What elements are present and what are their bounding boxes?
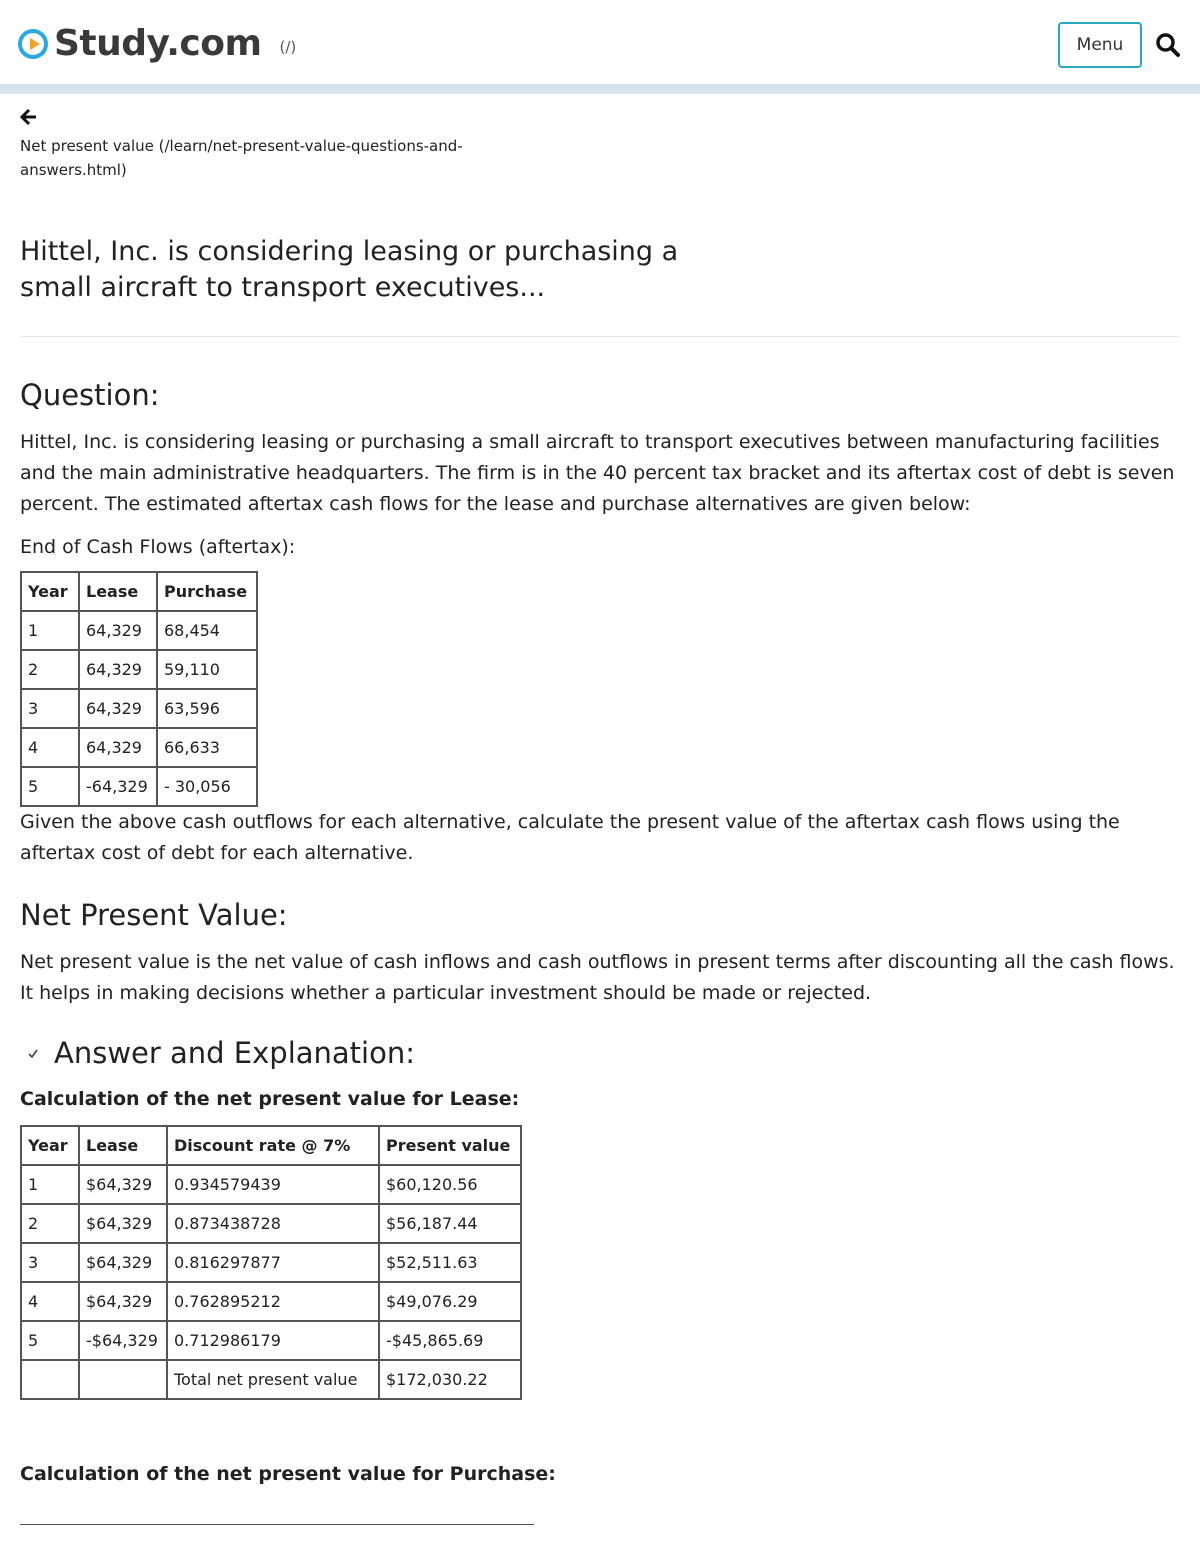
site-header xyxy=(0,0,1200,86)
table-cell xyxy=(79,1360,167,1399)
table-cell: $49,076.29 xyxy=(379,1282,521,1321)
table-cell: Total net present value xyxy=(167,1360,379,1399)
table-cell: 3 xyxy=(21,689,79,728)
table-cell: $172,030.22 xyxy=(379,1360,521,1399)
cash-flow-caption: End of Cash Flows (aftertax): xyxy=(20,536,296,558)
table-cell: 1 xyxy=(21,1165,79,1204)
table-cell: 4 xyxy=(21,728,79,767)
table-row xyxy=(21,611,257,650)
header-cell: Present value xyxy=(379,1126,521,1165)
table-row xyxy=(21,767,257,806)
table-cell: 68,454 xyxy=(157,611,257,650)
table-cell: 0.816297877 xyxy=(167,1243,379,1282)
table-cell: 2 xyxy=(21,650,79,689)
table-cell: -$64,329 xyxy=(79,1321,167,1360)
table-row xyxy=(21,1321,521,1360)
question-text: Hittel, Inc. is considering leasing or purchasing a small aircraft to transport executives between manufacturing facilities and the main administrative headquarters. The firm is in the 40 percent tax bracket and its aftertax cost of debt is seven percent. The estimated aftertax cash flows for the lease and purchase alternatives are given below: xyxy=(20,431,1175,515)
table-top-border xyxy=(20,1524,534,1525)
table-cell: $64,329 xyxy=(79,1243,167,1282)
table-cell: $56,187.44 xyxy=(379,1204,521,1243)
table-total-row xyxy=(21,1360,521,1399)
table-cell: 64,329 xyxy=(79,689,157,728)
table-header-row xyxy=(21,1126,521,1165)
table-row xyxy=(21,689,257,728)
table-cell: - 30,056 xyxy=(157,767,257,806)
table-cell: 64,329 xyxy=(79,611,157,650)
logo-link[interactable] xyxy=(18,22,296,66)
header-cell: Purchase xyxy=(157,572,257,611)
table-row xyxy=(21,1204,521,1243)
npv-heading: Net Present Value: xyxy=(20,898,288,932)
table-cell: $64,329 xyxy=(79,1282,167,1321)
header-cell: Year xyxy=(21,1126,79,1165)
table-cell: 5 xyxy=(21,767,79,806)
table-cell: 0.712986179 xyxy=(167,1321,379,1360)
table-cell xyxy=(21,1360,79,1399)
answer-heading: Answer and Explanation: xyxy=(54,1036,415,1070)
play-logo-icon xyxy=(18,29,48,59)
table-cell: 0.873438728 xyxy=(167,1204,379,1243)
cash-flow-table xyxy=(20,571,258,807)
table-cell: $60,120.56 xyxy=(379,1165,521,1204)
table-cell: 0.762895212 xyxy=(167,1282,379,1321)
logo-href-text: (/) xyxy=(279,38,297,56)
search-icon[interactable] xyxy=(1155,32,1181,58)
npv-text: Net present value is the net value of cash inflows and cash outflows in present terms after discounting all the cash flows. It helps in making decisions whether a particular investment should be made or rejected. xyxy=(20,951,1175,1004)
question-instruction: Given the above cash outflows for each alternative, calculate the present value of the aftertax cash flows using the aftertax cost of debt for each alternative. xyxy=(20,811,1120,864)
title-divider xyxy=(20,336,1180,337)
table-row xyxy=(21,1282,521,1321)
page-title: Hittel, Inc. is considering leasing or purchasing a small aircraft to transport executives... xyxy=(20,236,679,303)
header-cell: Lease xyxy=(79,572,157,611)
table-row xyxy=(21,1243,521,1282)
question-heading: Question: xyxy=(20,378,160,412)
back-arrow-icon[interactable] xyxy=(20,108,38,126)
header-cell: Discount rate @ 7% xyxy=(167,1126,379,1165)
table-cell: 64,329 xyxy=(79,650,157,689)
table-cell: 4 xyxy=(21,1282,79,1321)
table-cell: 3 xyxy=(21,1243,79,1282)
table-cell: $64,329 xyxy=(79,1165,167,1204)
table-cell: 2 xyxy=(21,1204,79,1243)
header-divider xyxy=(0,84,1200,94)
header-cell: Lease xyxy=(79,1126,167,1165)
menu-button[interactable]: Menu xyxy=(1058,22,1142,68)
answer-heading-row[interactable] xyxy=(20,1035,1180,1071)
logo-text: Study.com xyxy=(54,23,262,64)
table-cell: 1 xyxy=(21,611,79,650)
table-cell: 0.934579439 xyxy=(167,1165,379,1204)
checkmark-icon xyxy=(26,1046,40,1060)
table-row xyxy=(21,728,257,767)
table-cell: -$45,865.69 xyxy=(379,1321,521,1360)
lease-npv-table xyxy=(20,1125,522,1400)
table-cell: 64,329 xyxy=(79,728,157,767)
table-cell: $52,511.63 xyxy=(379,1243,521,1282)
main-content xyxy=(20,100,1180,1525)
table-cell: 5 xyxy=(21,1321,79,1360)
header-cell: Year xyxy=(21,572,79,611)
table-cell: $64,329 xyxy=(79,1204,167,1243)
lease-calc-title: Calculation of the net present value for Lease: xyxy=(20,1088,520,1110)
table-cell: -64,329 xyxy=(79,767,157,806)
breadcrumb-link[interactable]: Net present value (/learn/net-present-value-questions-and-answers.html) xyxy=(20,137,463,179)
table-row xyxy=(21,650,257,689)
table-cell: 66,633 xyxy=(157,728,257,767)
purchase-calc-title: Calculation of the net present value for Purchase: xyxy=(20,1463,556,1485)
table-header-row xyxy=(21,572,257,611)
table-row xyxy=(21,1165,521,1204)
table-cell: 59,110 xyxy=(157,650,257,689)
table-cell: 63,596 xyxy=(157,689,257,728)
